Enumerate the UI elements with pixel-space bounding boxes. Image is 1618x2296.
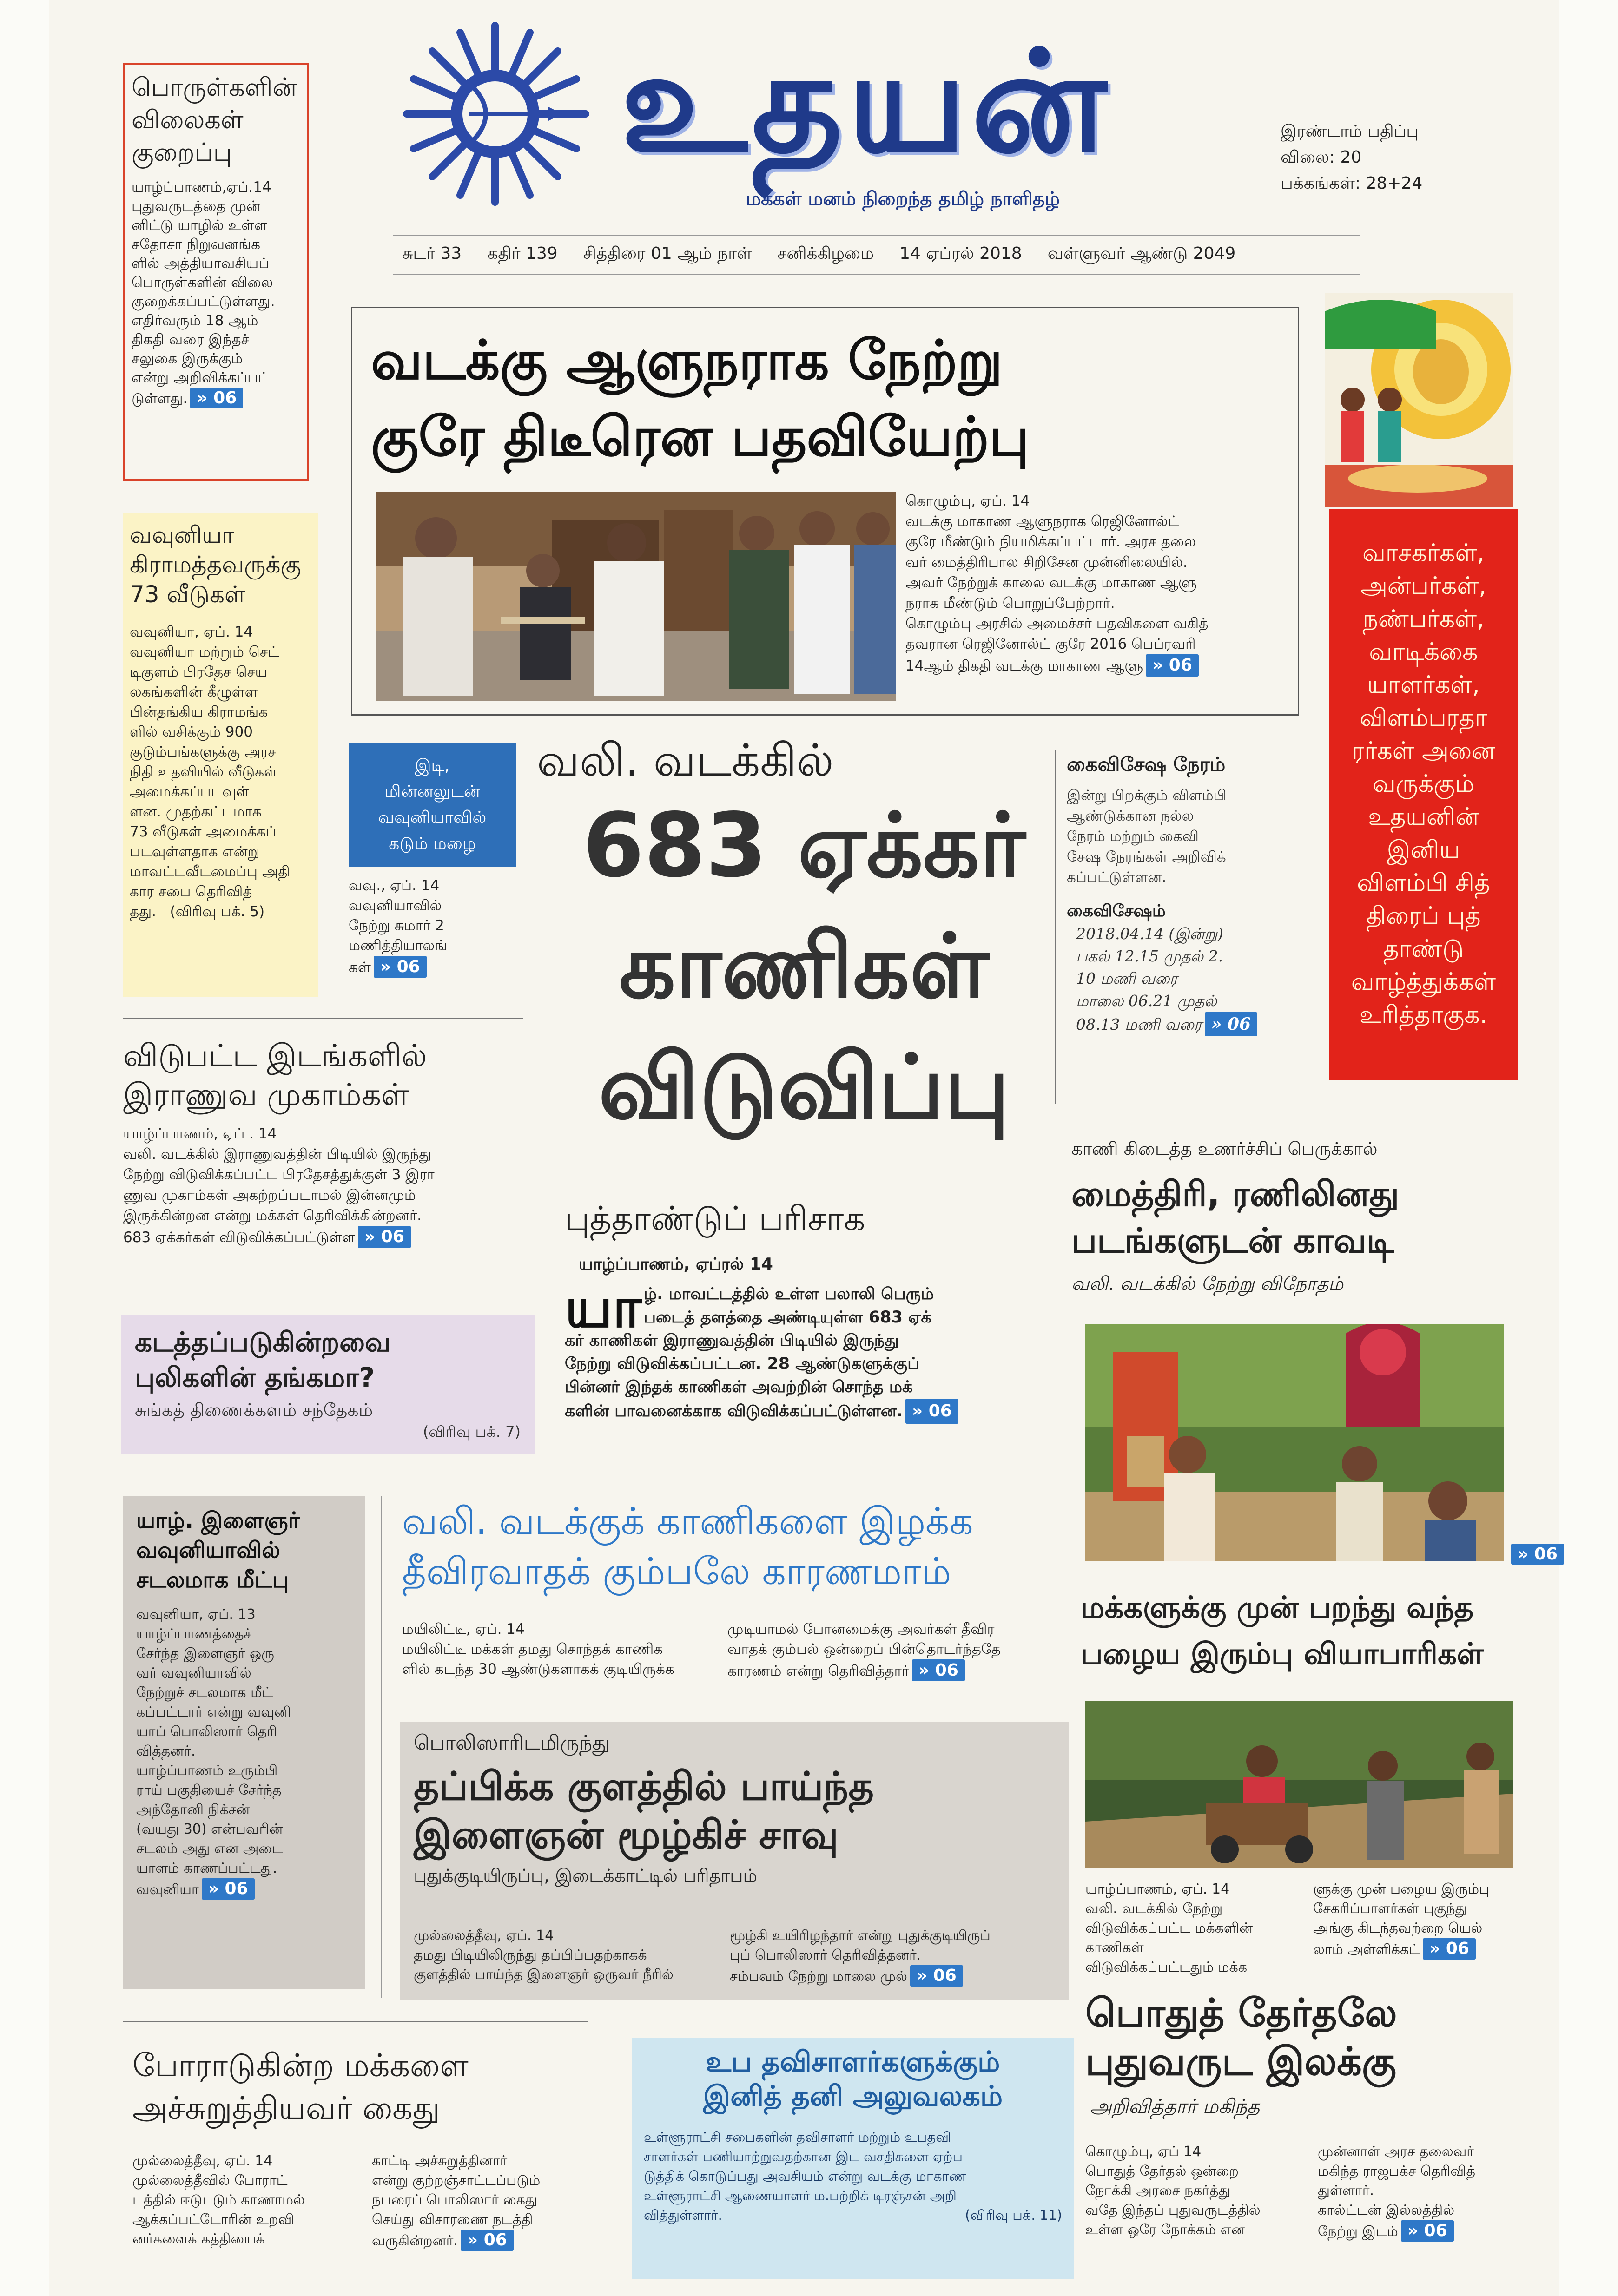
gold-title: கடத்தப்படுகின்றவை புலிகளின் தங்கமா? [135, 1326, 391, 1393]
newspaper-page [49, 0, 1559, 2296]
main-kicker: வலி. வடக்கில் [537, 734, 834, 786]
extremist-story: வலி. வடக்குக் காணிகளை இழக்க தீவிரவாதக் கும்பலே காரணமாம் மயிலிட்டி, ஏப். 14 மயிலிட்டி மக்கள் தமது சொந்தக் காணிக ளில் கடந்த 30 ஆண்டுகளாகக் குடியிருக்க முடியாமல் போனமைக்கு அவர்கள் தீவிர வாதக் கும்பல் ஒன்றைப் பின்தொடர்ந்ததே காரணம் என்று தெரிவித்தார் » 06 [393, 1496, 1071, 1710]
see-page-5[interactable]: (விரிவு பக். 5) [170, 903, 265, 920]
continued-marker[interactable]: » 06 [461, 2230, 514, 2251]
edition: இரண்டாம் பதிப்பு [1281, 122, 1419, 141]
edition-info [1281, 118, 1457, 197]
rain-body: வவு., ஏப். 14 வவுனியாவில் நேற்று சுமார் 2 மணித்தியாலங் கள் » 06 [349, 876, 525, 1001]
drown-kicker: பொலிஸாரிடமிருந்து [414, 1731, 610, 1755]
continued-marker[interactable]: » 06 [1423, 1938, 1476, 1960]
auspicious-title: கைவிசேஷ நேரம் [1067, 753, 1226, 776]
main-dropcap: யா [565, 1276, 642, 1340]
date-line [402, 244, 1369, 267]
kathir: கதிர் 139 [487, 244, 558, 263]
masthead-title: உதயன் [621, 21, 1111, 183]
gold-sub: சுங்கத் திணைக்களம் சந்தேகம் [135, 1400, 373, 1420]
kavadi-title: மைத்திரி, ரணிலினது படங்களுடன் காவடி [1071, 1174, 1400, 1261]
drown-title: தப்பிக்க குளத்தில் பாய்ந்த இளைஞன் மூழ்கிச் சாவு [414, 1763, 874, 1857]
kavadi-kicker: காணி கிடைத்த உணர்ச்சிப் பெருக்கால் [1071, 1138, 1378, 1159]
vavuniya-houses-title: வவுனியா கிராமத்தவருக்கு 73 வீடுகள் [130, 521, 301, 608]
sun-emblem [395, 19, 600, 209]
prices-story [123, 63, 309, 481]
continued-marker[interactable]: » 06 [1146, 654, 1199, 677]
continued-marker[interactable]: » 06 [912, 1659, 965, 1681]
price: விலை: 20 [1281, 148, 1362, 167]
drown-sub: புதுக்குடியிருப்பு, இடைக்காட்டில் பரிதாபம் [414, 1865, 758, 1886]
see-page-7[interactable]: (விரிவு பக். 7) [423, 1423, 521, 1441]
continued-marker[interactable]: » 06 [202, 1878, 255, 1900]
lead-photo [376, 492, 896, 701]
continued-marker[interactable]: » 06 [1401, 2220, 1454, 2242]
date-rule [393, 274, 1360, 275]
election-story: பொதுத் தேர்தலே புதுவருட இலக்கு அறிவித்தார் மகிந்த கொழும்பு, ஏப் 14 பொதுத் தேர்தல் ஒன்றை நோக்கி அரசை நகர்த்து வதே இந்தப் புதுவருடத்தில் உள்ள ஒரே நோக்கம் என முன்னாள் அரச தலைவர் மகிந்த ராஜபக்ச தெரிவித் துள்ளார். கால்ட்டன் இல்லத்தில் நேற்று இடம் » 06 [1076, 1989, 1564, 2286]
vavuniya-houses-body: வவுனியா, ஏப். 14 வவுனியா மற்றும் செட் டிகுளம் பிரதேச செய லகங்களின் கீழுள்ள பின்தங்கிய கிராமங்க ளில் வசிக்கும் 900 குடும்பங்களுக்கு அரச நிதி உதவியில் வீடுகள் அமைக்கப்படவுள் ளன. முதற்கட்டமாக 73 வீடுகள் அமைக்கப் படவுள்ளதாக என்று மாவட்டவீடமைப்பு அதி கார சபை தெரிவித் தது. (விரிவு பக். 5) [130, 624, 290, 920]
scrap-title: மக்களுக்கு முன் பறந்து வந்த பழைய இரும்பு வியாபாரிகள் [1081, 1591, 1484, 1671]
youth-story: யாழ். இளைஞர் வவுனியாவில் சடலமாக மீட்பு வவுனியா, ஏப். 13 யாழ்ப்பாணத்தைச் சேர்ந்த இளைஞர் ஒரு வர் வவுனியாவில் நேற்றுச் சடலமாக மீட் கப்பட்டார் என்று வவுனி யாப் பொலிஸார் தெரி வித்தனர். யாழ்ப்பாணம் உரும்பி ராய் பகுதியைச் சேர்ந்த அந்தோனி நிக்சன் (வயது 30) என்பவரின் சடலம் அது என அடை யாளம் காணப்பட்டது. வவுனியா » 06 [123, 1496, 365, 1989]
gold-story [121, 1315, 535, 1454]
prices-body: யாழ்ப்பாணம்,ஏப்.14 புதுவருடத்தை முன் னிட்டு யாழில் உள்ள சதோசா நிறுவனங்க ளில் அத்தியாவசியப் பொருள்களின் விலை குறைக்கப்பட்டுள்ளது. எதிர்வரும் 18 ஆம் திகதி வரை இந்தச் சலுகை இருக்கும் என்று அறிவிக்கப்பட் டுள்ளது. » 06 [132, 179, 275, 408]
drown-story: பொலிஸாரிடமிருந்து தப்பிக்க குளத்தில் பாய்ந்த இளைஞன் மூழ்கிச் சாவு புதுக்குடியிருப்பு, இடைக்காட்டில் பரிதாபம் முல்லைத்தீவு, ஏப். 14 தமது பிடியிலிருந்து தப்பிப்பதற்காகக் குளத்தில் பாய்ந்த இளைஞர் ஒருவர் நீரில் மூழ்கி உயிரிழந்தார் என்று புதுக்குடியிருப் புப் பொலிஸார் தெரிவித்தனர். சம்பவம் நேற்று மாலை முல் » 06 [400, 1722, 1069, 2000]
arrest-title: போராடுகின்ற மக்களை அச்சுறுத்தியவர் கைது [132, 2047, 469, 2127]
weekday: சனிக்கிழமை [777, 244, 874, 263]
column-rule [381, 1496, 382, 1998]
scrap-photo [1085, 1701, 1513, 1868]
kavadi-sub: வலி. வடக்கில் நேற்று விநோதம் [1071, 1273, 1343, 1295]
youth-title: யாழ். இளைஞர் வவுனியாவில் சடலமாக மீட்பு [136, 1507, 300, 1593]
sudar: சுடர் 33 [402, 244, 462, 263]
lead-headline: வடக்கு ஆளுநராக நேற்று குரே திடீரென பதவியேற்பு [371, 329, 1030, 468]
tamil-date: சித்திரை 01 ஆம் நாள் [583, 244, 752, 263]
lead-story [351, 307, 1299, 716]
main-dateline: யாழ்ப்பாணம், ஏப்ரல் 14 [579, 1255, 773, 1274]
main-headline: 683 ஏக்கர் காணிகள் விடுவிப்பு [582, 794, 1026, 1138]
vavuniya-houses-story [123, 513, 318, 997]
rain-title-box: இடி, மின்னலுடன் வவுனியாவில் கடும் மழை [349, 743, 516, 867]
army-camps-story: விடுபட்ட இடங்களில் இராணுவ முகாம்கள் யாழ்ப்பாணம், ஏப் . 14 வலி. வடக்கில் இராணுவத்தின் பிடியில் இருந்து நேற்று விடுவிக்கப்பட்ட பிரதேசத்துக்குள் 3 இரா ணுவ முகாம்கள் அகற்றப்படாமல் இன்னமும் இருக்கின்றன என்று மக்கள் தெரிவிக்கின்றனர். 683 ஏக்கர்கள் விடுவிக்கப்பட்டுள்ள » 06 [123, 1036, 537, 1296]
continued-marker[interactable]: » 06 [190, 388, 243, 408]
valluvar-year: வள்ளுவர் ஆண்டு 2049 [1047, 244, 1236, 263]
continued-marker[interactable]: » 06 [905, 1399, 958, 1424]
main-body: ழ். மாவட்டத்தில் உள்ள பலாலி பெரும் படைத் தளத்தை அண்டியுள்ள 683 ஏக் கர் காணிகள் இராணுவத்தின் பிடியில் இருந்து நேற்று விடுவிக்கப்பட்டன. 28 ஆண்டுகளுக்குப் பின்னர் இந்தக் காணிகள் அவற்றின் சொந்த மக் களின் பாவனைக்காக விடுவிக்கப்பட்டுள்ளன. » 06 [565, 1283, 1081, 1424]
see-page-11[interactable]: (விரிவு பக். 11) [965, 2207, 1062, 2223]
extremist-title: வலி. வடக்குக் காணிகளை இழக்க தீவிரவாதக் கும்பலே காரணமாம் [402, 1500, 973, 1593]
continued-marker[interactable]: » 06 [1205, 1012, 1257, 1036]
section-rule [123, 1018, 523, 1019]
arrest-story: போராடுகின்ற மக்களை அச்சுறுத்தியவர் கைது முல்லைத்தீவு, ஏப். 14 முல்லைத்தீவில் போராட் டத்தில் ஈடுபடும் காணாமல் ஆக்கப்பட்டோரின் உறவி னர்களைக் கத்தியைக் காட்டி அச்சுறுத்தினார் என்று குற்றஞ்சாட்டப்படும் நபரைப் பொலிஸார் கைது செய்து விசாரணை நடத்தி வருகின்றனர். » 06 [123, 2045, 602, 2286]
office-story: உப தவிசாளர்களுக்கும் இனித் தனி அலுவலகம் உள்ளூராட்சி சபைகளின் தவிசாளர் மற்றும் உபதவி சாளர்கள் பணியாற்றுவதற்கான இட வசதிகளை ஏற்ப டுத்திக் கொடுப்பது அவசியம் என்று வடக்கு மாகாண உள்ளூராட்சி ஆணையாளர் ம.பற்றிக் டிரஞ்சன் அறி வித்துள்ளார். (விரிவு பக். 11) [632, 2038, 1074, 2279]
office-title: உப தவிசாளர்களுக்கும் இனித் தனி அலுவலகம் [703, 2046, 1003, 2112]
main-subhead: புத்தாண்டுப் பரிசாக [565, 1199, 865, 1238]
section-rule [123, 2021, 588, 2022]
masthead-tagline: மக்கள் மனம் நிறைந்த தமிழ் நாளிதழ் [746, 188, 1060, 210]
election-sub: அறிவித்தார் மகிந்த [1090, 2095, 1260, 2118]
continued-marker[interactable]: » 06 [910, 1965, 963, 1987]
festival-illustration [1325, 293, 1513, 507]
date: 14 ஏப்ரல் 2018 [899, 244, 1022, 263]
continued-marker[interactable]: » 06 [1511, 1544, 1564, 1565]
scrap-story: மக்களுக்கு முன் பறந்து வந்த பழைய இரும்பு வியாபாரிகள் யாழ்ப்பாணம், ஏப். 14 வலி. வடக்கில் நேற்று விடுவிக்கப்பட்ட மக்களின் காணிகள் விடுவிக்கப்பட்டதும் மக்க ளுக்கு முன் பழைய இரும்பு சேகரிப்பாளர்கள் புகுந்து அங்கு கிடந்தவற்றை யெல் லாம் அள்ளிக்கட் » 06 [1071, 1585, 1564, 1984]
page-count: பக்கங்கள்: 28+24 [1281, 174, 1423, 193]
army-camps-title: விடுபட்ட இடங்களில் இராணுவ முகாம்கள் [123, 1038, 427, 1112]
column-rule [1055, 750, 1056, 1104]
kavadi-story [1071, 1138, 1564, 1575]
masthead-rule [393, 235, 1360, 236]
continued-marker[interactable]: » 06 [374, 956, 427, 978]
auspicious-sub: கைவிசேஷம் [1067, 901, 1166, 921]
kavadi-photo [1085, 1324, 1504, 1561]
continued-marker[interactable]: » 06 [358, 1226, 411, 1248]
prices-title: பொருள்களின் விலைகள் குறைப்பு [132, 72, 297, 167]
new-year-greeting: வாசகர்கள், அன்பர்கள், நண்பர்கள், வாடிக்கை யாளர்கள், விளம்பரதா ரர்கள் அனை வருக்கும் உதயனின் இனிய விளம்பி சித் திரைப் புத் தாண்டு வாழ்த்துக்கள் உரித்தாகுக. [1329, 509, 1518, 1080]
election-title: பொதுத் தேர்தலே புதுவருட இலக்கு [1085, 1990, 1397, 2084]
lead-body: கொழும்பு, ஏப். 14 வடக்கு மாகாண ஆளுநராக ரெஜினோல்ட் குரே மீண்டும் நியமிக்கப்பட்டார். அரச தலை வர் மைத்திரிபால சிறிசேன முன்னிலையில். அவர் நேற்றுக் காலை வடக்கு மாகாண ஆளு நராக மீண்டும் பொறுப்பேற்றார். கொழும்பு அரசில் அமைச்சர் பதவிகளை வகித் தவரான ரெஜினோல்ட் குரே 2016 பெப்ரவரி 14ஆம் திகதி வடக்கு மாகாண ஆளு » 06 [905, 491, 1296, 677]
auspicious-time: கைவிசேஷ நேரம் இன்று பிறக்கும் விளம்பி ஆண்டுக்கான நல்ல நேரம் மற்றும் கைவி சேஷ நேரங்கள் அறிவிக் கப்பட்டுள்ளன. கைவிசேஷம் 2018.04.14 (இன்று) பகல் 12.15 முதல் 2. 10 மணி வரை மாலை 06.21 முதல் 08.13 மணி வரை » 06 [1067, 750, 1318, 1108]
auspicious-times: 2018.04.14 (இன்று) பகல் 12.15 முதல் 2. 10 மணி வரை மாலை 06.21 முதல் 08.13 மணி வரை » 06 [1067, 923, 1318, 1036]
